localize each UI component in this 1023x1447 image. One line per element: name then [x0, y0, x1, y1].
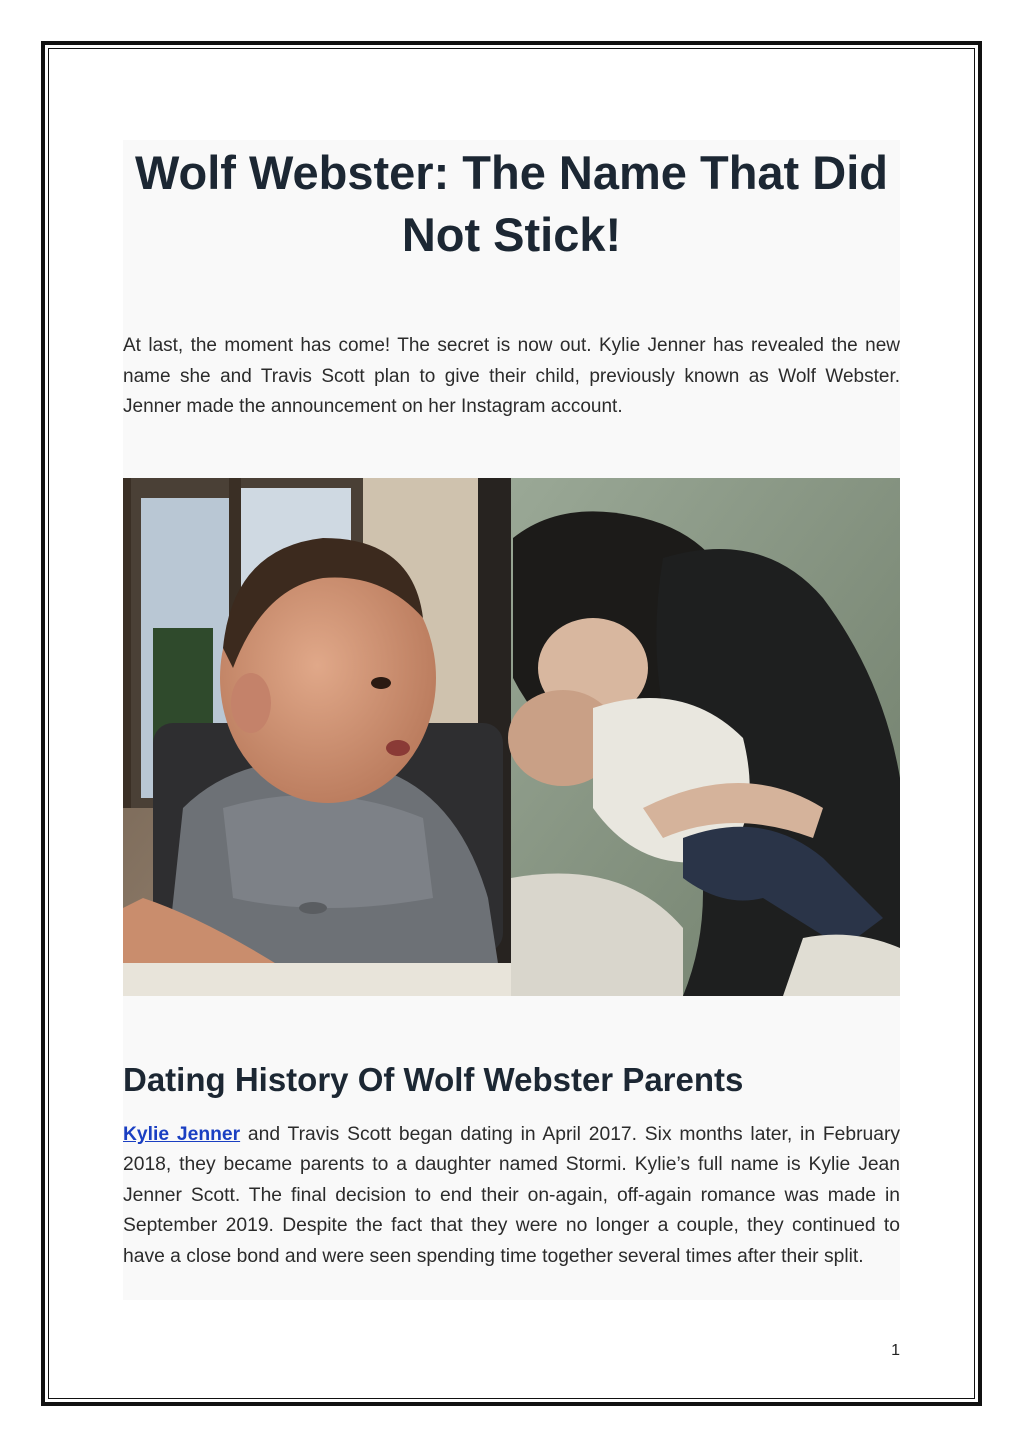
dating-history-paragraph: [123, 1120, 900, 1272]
article-photo: [123, 478, 900, 996]
page-number: 1: [891, 1342, 900, 1359]
section-heading: Dating History Of Wolf Webster Parents: [123, 1061, 744, 1098]
dating-history-text: and Travis Scott began dating in April 2017. Six months later, in February 2018, they became parents to a daughter named Stormi. Kylie’s full name is Kylie Jean Jenner Scott. The final decision to end their on-again, off-again romance was made in September 2019. Despite the fact that they were no longer a couple, they continued to have a close bond and were seen spending time together several times after their split.: [123, 1124, 901, 1267]
kylie-jenner-link[interactable]: Kylie Jenner: [123, 1124, 241, 1145]
intro-paragraph: At last, the moment has come! The secret is now out. Kylie Jenner has revealed the new name she and Travis Scott plan to give their child, previously known as Wolf Webster. Jenner made the announcement on her Instagram account.: [123, 335, 900, 417]
article-title: Wolf Webster: The Name That Did Not Stick!: [135, 146, 888, 261]
